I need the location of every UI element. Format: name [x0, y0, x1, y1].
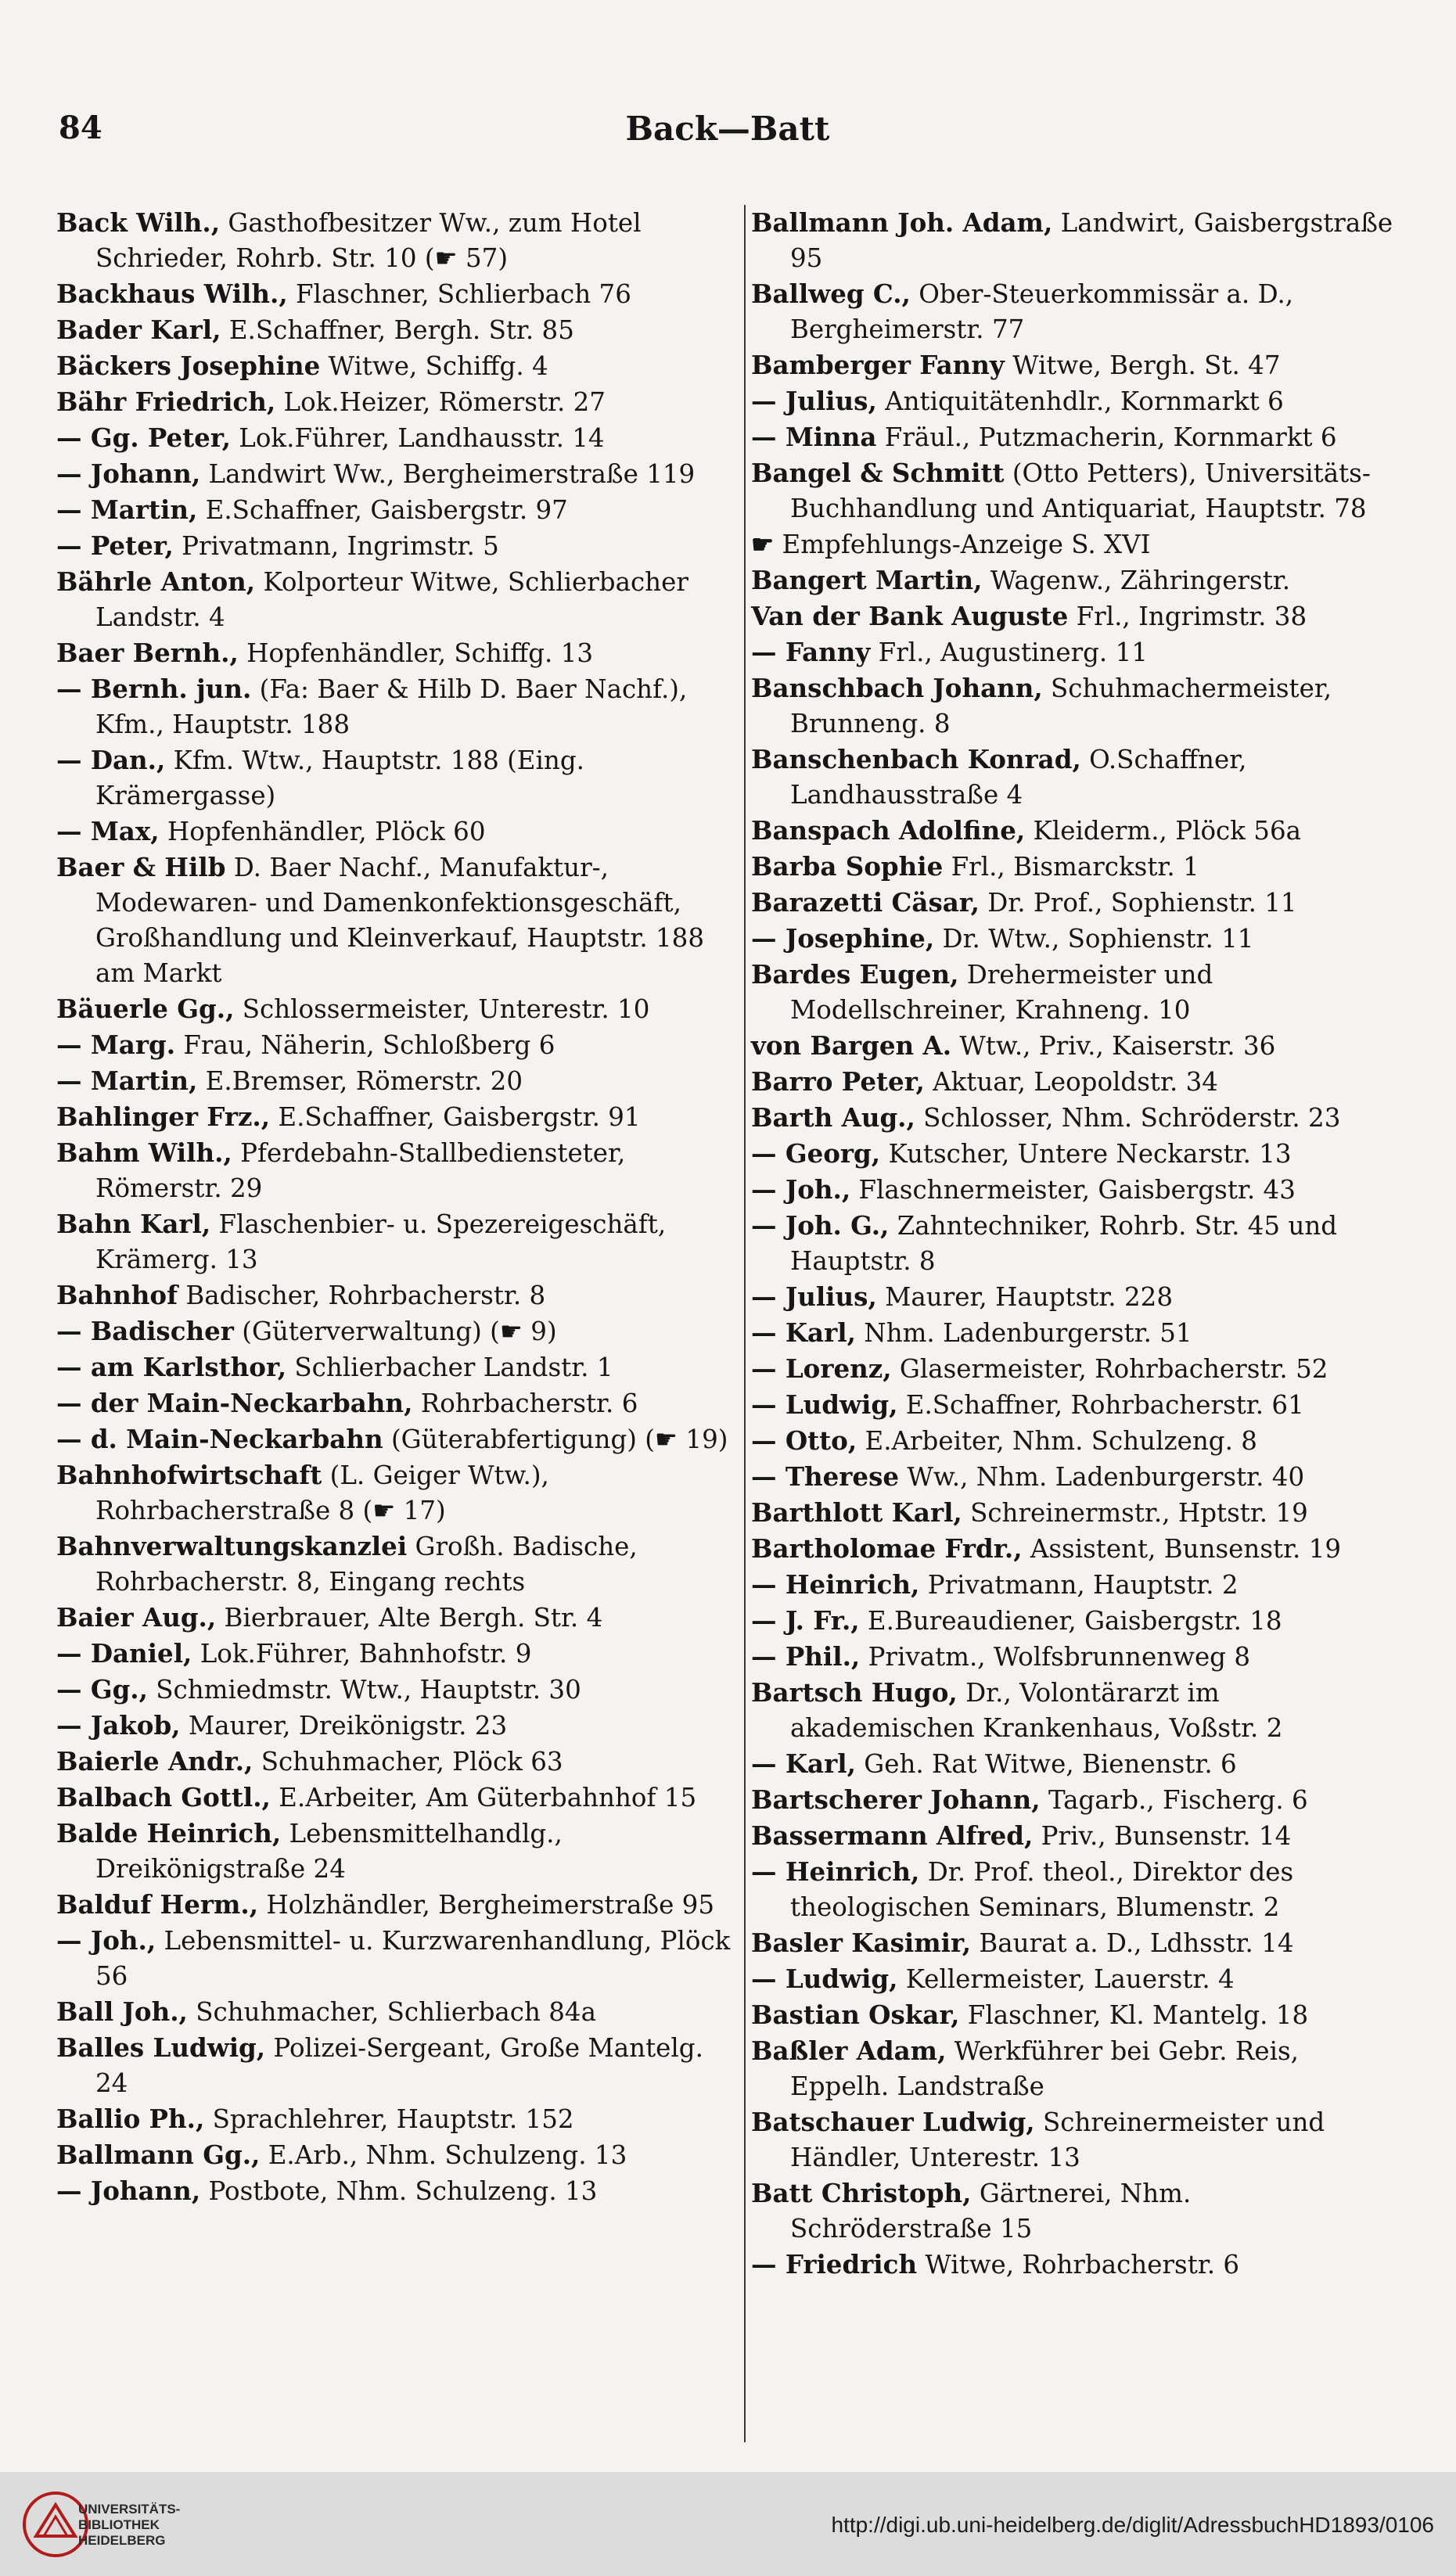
- entry-details: Wagenw., Zähringerstr.: [990, 566, 1291, 595]
- entry-details: E.Schaffner, Bergh. Str. 85: [228, 315, 574, 345]
- entry-details: Landwirt, Gaisbergstraße 95: [790, 208, 1393, 273]
- directory-entry: [751, 1818, 1400, 1854]
- entry-name: Bastian Oskar,: [751, 1999, 960, 2030]
- directory-entry: [751, 598, 1400, 634]
- entry-details: Dr., Volontärarzt im akademischen Krankenhaus, Voßstr. 2: [790, 1678, 1283, 1743]
- entry-name: Bäuerle Gg.,: [56, 993, 235, 1024]
- directory-entry: [56, 1457, 739, 1529]
- library-name-line: BIBLIOTHEK: [78, 2517, 160, 2532]
- entry-name: Barazetti Cäsar,: [751, 887, 980, 918]
- entry-name: — Bernh. jun.: [56, 674, 252, 704]
- directory-entry: [751, 1531, 1400, 1567]
- entry-name: — Lorenz,: [751, 1353, 892, 1384]
- entry-details: Kellermeister, Lauerstr. 4: [905, 1964, 1235, 1994]
- column-divider: [744, 205, 746, 2442]
- entry-details: Schuhmachermeister, Brunneng. 8: [790, 674, 1332, 738]
- directory-entry: [751, 813, 1400, 849]
- directory-entry: [56, 1027, 739, 1063]
- directory-entry: [56, 2101, 739, 2137]
- entry-details: Antiquitätenhdlr., Kornmarkt 6: [885, 386, 1284, 416]
- entry-details: Witwe, Rohrbacherstr. 6: [925, 2250, 1240, 2280]
- entry-name: — Karl,: [751, 1317, 856, 1348]
- directory-entry: [751, 1495, 1400, 1531]
- entry-details: Schlossermeister, Unterestr. 10: [242, 994, 650, 1024]
- directory-entry: [751, 2104, 1400, 2175]
- entry-details: Hopfenhändler, Schiffg. 13: [246, 638, 594, 668]
- entry-details: D. Baer Nachf., Manufaktur-, Modewaren- und Damenkonfektionsgeschäft, Großhandlung und Kleinverkauf, Hauptstr. 188 am Markt: [95, 853, 705, 988]
- entry-details: Hopfenhändler, Plöck 60: [167, 817, 486, 846]
- left-column: [56, 205, 739, 2209]
- directory-entry: [751, 383, 1400, 419]
- entry-name: Backhaus Wilh.,: [56, 278, 288, 309]
- directory-entry: [56, 456, 739, 492]
- entry-details: Holzhändler, Bergheimerstraße 95: [266, 1890, 715, 1920]
- directory-entry: [56, 1744, 739, 1780]
- entry-name: — Heinrich,: [751, 1856, 920, 1887]
- entry-details: Großh. Badische, Rohrbacherstr. 8, Eingang rechts: [95, 1532, 638, 1597]
- entry-name: — Joh. G.,: [751, 1210, 890, 1241]
- directory-entry: [751, 562, 1400, 598]
- entry-name: ☛: [751, 529, 775, 559]
- entry-name: Bardes Eugen,: [751, 959, 959, 990]
- entry-details: Nhm. Ladenburgerstr. 51: [864, 1318, 1192, 1348]
- directory-entry: [56, 1349, 739, 1385]
- entry-details: Ober-Steuerkommissär a. D., Bergheimerstr. 77: [790, 279, 1294, 344]
- entry-details: Badischer, Rohrbacherstr. 8: [185, 1281, 546, 1310]
- entry-details: Glasermeister, Rohrbacherstr. 52: [899, 1354, 1328, 1384]
- entry-details: E.Arbeiter, Am Güterbahnhof 15: [279, 1783, 697, 1813]
- directory-entry: [56, 1135, 739, 1206]
- entry-name: — Peter,: [56, 530, 174, 561]
- directory-entry: [751, 419, 1400, 455]
- entry-name: Bahnhofwirtschaft: [56, 1460, 322, 1490]
- entry-details: Flaschnermeister, Gaisbergstr. 43: [858, 1175, 1296, 1205]
- directory-entry: [56, 1600, 739, 1636]
- entry-details: Frl., Ingrimstr. 38: [1076, 602, 1307, 631]
- entry-details: Frau, Näherin, Schloßberg 6: [183, 1030, 555, 1060]
- entry-details: Geh. Rat Witwe, Bienenstr. 6: [864, 1749, 1237, 1779]
- directory-entry: [751, 1746, 1400, 1782]
- entry-name: — Gg. Peter,: [56, 422, 231, 453]
- entry-name: Bangert Martin,: [751, 565, 983, 595]
- entry-details: Maurer, Dreikönigstr. 23: [188, 1711, 508, 1741]
- entry-details: Gasthofbesitzer Ww., zum Hotel Schrieder, Rohrb. Str. 10 (☛ 57): [95, 208, 642, 273]
- entry-details: Werkführer bei Gebr. Reis, Eppelh. Landstraße: [790, 2036, 1299, 2101]
- entry-name: — Friedrich: [751, 2249, 918, 2280]
- directory-entry: [751, 1997, 1400, 2033]
- directory-entry: [751, 1136, 1400, 1172]
- entry-details: E.Bureaudiener, Gaisbergstr. 18: [867, 1606, 1282, 1636]
- entry-details: Dr. Wtw., Sophienstr. 11: [942, 924, 1254, 954]
- directory-entry: [751, 885, 1400, 921]
- entry-details: Schlierbacher Landstr. 1: [294, 1353, 613, 1382]
- entry-name: — am Karlsthor,: [56, 1352, 287, 1382]
- directory-entry: [56, 1529, 739, 1600]
- directory-entry: [56, 991, 739, 1027]
- entry-name: Barth Aug.,: [751, 1102, 915, 1133]
- directory-entry: [751, 1854, 1400, 1925]
- source-url[interactable]: http://digi.ub.uni-heidelberg.de/diglit/AdressbuchHD1893/0106: [831, 2513, 1434, 2537]
- entry-name: — Ludwig,: [751, 1963, 898, 1994]
- directory-entry: [56, 2137, 739, 2173]
- directory-entry: [56, 1206, 739, 1277]
- directory-entry: [56, 1421, 739, 1457]
- page-number: 84: [59, 110, 102, 146]
- directory-entry: [56, 850, 739, 991]
- directory-entry: [56, 1780, 739, 1816]
- directory-entry: [751, 1387, 1400, 1423]
- entry-details: Flaschenbier- u. Spezereigeschäft, Krämerg. 13: [95, 1209, 667, 1274]
- entry-details: O.Schaffner, Landhausstraße 4: [790, 745, 1247, 810]
- running-title: Back—Batt: [625, 110, 830, 148]
- entry-details: Empfehlungs-Anzeige S. XVI: [782, 530, 1151, 559]
- entry-name: — Martin,: [56, 1065, 198, 1096]
- entry-name: — Jakob,: [56, 1710, 181, 1741]
- directory-entry: [751, 1100, 1400, 1136]
- entry-name: Bamberger Fanny: [751, 350, 1005, 380]
- entry-name: Bahlinger Frz.,: [56, 1101, 271, 1132]
- entry-details: Bierbrauer, Alte Bergh. Str. 4: [224, 1603, 603, 1633]
- entry-name: Batschauer Ludwig,: [751, 2107, 1035, 2137]
- entry-name: — d. Main-Neckarbahn: [56, 1424, 383, 1454]
- entry-name: Bahn Karl,: [56, 1209, 211, 1239]
- directory-entry: [56, 348, 739, 384]
- directory-entry: [56, 276, 739, 312]
- directory-entry: [751, 849, 1400, 885]
- directory-entry: [751, 455, 1400, 526]
- entry-details: Kleiderm., Plöck 56a: [1033, 816, 1302, 846]
- entry-name: Barba Sophie: [751, 851, 944, 882]
- directory-entry: [56, 2030, 739, 2101]
- directory-entry: [751, 921, 1400, 957]
- directory-entry: [751, 957, 1400, 1028]
- entry-details: (Fa: Baer & Hilb D. Baer Nachf.), Kfm., Hauptstr. 188: [95, 674, 688, 739]
- directory-entry: [56, 205, 739, 276]
- entry-name: — Heinrich,: [751, 1569, 920, 1600]
- directory-entry: [56, 1923, 739, 1994]
- entry-details: Fräul., Putzmacherin, Kornmarkt 6: [884, 422, 1337, 452]
- entry-name: — Phil.,: [751, 1641, 861, 1672]
- footer-bar: [0, 2472, 1456, 2576]
- directory-entry: [751, 1961, 1400, 1997]
- directory-entry: [56, 1816, 739, 1887]
- entry-details: Pferdebahn-Stallbediensteter, Römerstr. 29: [95, 1138, 626, 1203]
- entry-details: Assistent, Bunsenstr. 19: [1030, 1534, 1342, 1564]
- directory-entry: [751, 1351, 1400, 1387]
- entry-name: — der Main-Neckarbahn,: [56, 1388, 413, 1418]
- entry-name: Ballmann Joh. Adam,: [751, 207, 1053, 238]
- entry-details: (Otto Petters), Universitäts-Buchhandlung und Antiquariat, Hauptstr. 78: [790, 458, 1371, 523]
- directory-entry: [56, 1672, 739, 1708]
- entry-details: Aktuar, Leopoldstr. 34: [933, 1067, 1218, 1097]
- entry-name: Baer & Hilb: [56, 852, 226, 882]
- directory-entry: [751, 526, 1400, 562]
- entry-name: Bähr Friedrich,: [56, 386, 276, 417]
- directory-entry: [751, 276, 1400, 347]
- entry-name: Batt Christoph,: [751, 2178, 972, 2208]
- entry-details: Privatmann, Hauptstr. 2: [927, 1570, 1238, 1600]
- entry-name: — Dan.,: [56, 745, 166, 775]
- directory-entry: [56, 492, 739, 528]
- directory-entry: [751, 1567, 1400, 1603]
- entry-details: Priv., Bunsenstr. 14: [1041, 1821, 1292, 1851]
- entry-details: Lebensmittel- u. Kurzwarenhandlung, Plöck 56: [95, 1926, 731, 1991]
- entry-name: — Therese: [751, 1461, 900, 1492]
- entry-name: Bahnverwaltungskanzlei: [56, 1531, 408, 1561]
- entry-details: E.Bremser, Römerstr. 20: [205, 1066, 523, 1096]
- directory-entry: [56, 420, 739, 456]
- directory-entry: [751, 1925, 1400, 1961]
- entry-details: Rohrbacherstr. 6: [420, 1389, 638, 1418]
- directory-entry: [751, 742, 1400, 813]
- entry-name: Bährle Anton,: [56, 566, 256, 597]
- directory-entry: [751, 1459, 1400, 1495]
- directory-entry: [751, 205, 1400, 276]
- entry-name: Baßler Adam,: [751, 2035, 947, 2066]
- entry-details: Dr. Prof., Sophienstr. 11: [987, 888, 1297, 918]
- entry-details: Drehermeister und Modellschreiner, Krahneng. 10: [790, 960, 1213, 1025]
- entry-name: Ball Joh.,: [56, 1996, 188, 2027]
- directory-entry: [56, 742, 739, 814]
- entry-name: — Daniel,: [56, 1638, 192, 1669]
- entry-name: — Minna: [751, 422, 877, 452]
- entry-details: Schreinermstr., Hptstr. 19: [970, 1498, 1308, 1528]
- entry-name: — Georg,: [751, 1138, 881, 1169]
- entry-name: Baier Aug.,: [56, 1602, 217, 1633]
- entry-name: Bassermann Alfred,: [751, 1820, 1034, 1851]
- directory-entry: [56, 814, 739, 850]
- directory-entry: [56, 1313, 739, 1349]
- entry-name: — Joh.,: [751, 1174, 851, 1205]
- entry-name: — Badischer: [56, 1316, 234, 1346]
- entry-name: — Joh.,: [56, 1925, 156, 1956]
- entry-name: — Julius,: [751, 1281, 877, 1312]
- entry-details: Maurer, Hauptstr. 228: [885, 1282, 1174, 1312]
- entry-name: Bartscherer Johann,: [751, 1784, 1041, 1815]
- entry-name: Bangel & Schmitt: [751, 458, 1005, 488]
- entry-details: E.Schaffner, Gaisbergstr. 91: [278, 1102, 641, 1132]
- entry-details: Kolporteur Witwe, Schlierbacher Landstr. 4: [95, 567, 688, 632]
- directory-entry: [56, 2173, 739, 2209]
- entry-name: Ballweg C.,: [751, 278, 911, 309]
- right-column: [751, 205, 1400, 2283]
- directory-entry: [751, 1315, 1400, 1351]
- entry-name: Bader Karl,: [56, 314, 221, 345]
- directory-entry: [751, 1782, 1400, 1818]
- entry-details: Schlosser, Nhm. Schröderstr. 23: [923, 1103, 1341, 1133]
- entry-name: — Johann,: [56, 2175, 201, 2206]
- directory-entry: [56, 312, 739, 348]
- entry-details: Schmiedmstr. Wtw., Hauptstr. 30: [156, 1675, 581, 1705]
- directory-entry: [751, 347, 1400, 383]
- directory-entry: [56, 1994, 739, 2030]
- entry-details: Schreinermeister und Händler, Unterestr. 13: [790, 2107, 1325, 2172]
- directory-entry: [56, 1277, 739, 1313]
- entry-details: Lebensmittelhandlg., Dreikönigstraße 24: [95, 1819, 563, 1884]
- entry-details: (Güterabfertigung) (☛ 19): [390, 1425, 728, 1454]
- directory-entry: [751, 1028, 1400, 1064]
- entry-details: Privatm., Wolfsbrunnenweg 8: [868, 1642, 1250, 1672]
- entry-name: Banschenbach Konrad,: [751, 744, 1081, 774]
- entry-name: Barro Peter,: [751, 1066, 925, 1097]
- entry-details: Frl., Bismarckstr. 1: [951, 852, 1199, 882]
- directory-entry: [56, 1887, 739, 1923]
- entry-details: Privatmann, Ingrimstr. 5: [182, 531, 499, 561]
- entry-details: Wtw., Priv., Kaiserstr. 36: [959, 1031, 1276, 1061]
- entry-name: — Karl,: [751, 1748, 856, 1779]
- directory-entry: [56, 1385, 739, 1421]
- entry-details: E.Arb., Nhm. Schulzeng. 13: [268, 2140, 627, 2170]
- entry-details: Schuhmacher, Schlierbach 84a: [196, 1997, 596, 2027]
- directory-entry: [751, 2247, 1400, 2283]
- entry-details: Zahntechniker, Rohrb. Str. 45 und Hauptstr. 8: [790, 1211, 1338, 1276]
- entry-details: E.Schaffner, Rohrbacherstr. 61: [905, 1390, 1304, 1420]
- entry-name: — Martin,: [56, 494, 198, 525]
- directory-entry: [751, 1675, 1400, 1746]
- entry-name: Bäckers Josephine: [56, 350, 321, 381]
- entry-name: — J. Fr.,: [751, 1605, 860, 1636]
- directory-entry: [56, 1636, 739, 1672]
- library-name: [78, 2502, 180, 2549]
- entry-details: E.Schaffner, Gaisbergstr. 97: [205, 495, 568, 525]
- entry-name: — Johann,: [56, 458, 201, 489]
- directory-entry: [56, 384, 739, 420]
- entry-name: Ballmann Gg.,: [56, 2139, 261, 2170]
- entry-name: Balde Heinrich,: [56, 1818, 282, 1848]
- entry-details: Schuhmacher, Plöck 63: [261, 1747, 563, 1777]
- directory-entry: [751, 634, 1400, 670]
- directory-entry: [751, 1639, 1400, 1675]
- directory-entry: [751, 1603, 1400, 1639]
- entry-name: — Otto,: [751, 1425, 857, 1456]
- entry-details: Landwirt Ww., Bergheimerstraße 119: [208, 459, 696, 489]
- entry-name: Banschbach Johann,: [751, 673, 1043, 703]
- directory-entry: [56, 1708, 739, 1744]
- library-name-line: UNIVERSITÄTS-: [78, 2502, 181, 2517]
- entry-name: — Julius,: [751, 386, 877, 416]
- entry-name: — Marg.: [56, 1029, 176, 1060]
- directory-entry: [751, 1208, 1400, 1279]
- entry-name: Baierle Andr.,: [56, 1746, 253, 1777]
- directory-entry: [56, 528, 739, 564]
- entry-details: Lok.Führer, Bahnhofstr. 9: [200, 1639, 532, 1669]
- directory-entry: [56, 1099, 739, 1135]
- entry-name: von Bargen A.: [751, 1030, 952, 1061]
- entry-name: Baer Bernh.,: [56, 638, 239, 668]
- directory-entry: [751, 1172, 1400, 1208]
- directory-entry: [751, 1423, 1400, 1459]
- entry-name: — Ludwig,: [751, 1389, 898, 1420]
- entry-name: — Gg.,: [56, 1674, 148, 1705]
- entry-details: Sprachlehrer, Hauptstr. 152: [212, 2104, 574, 2134]
- library-name-line: HEIDELBERG: [78, 2533, 166, 2548]
- page-header: [59, 110, 1397, 156]
- entry-name: Bartholomae Frdr.,: [751, 1533, 1023, 1564]
- entry-name: Ballio Ph.,: [56, 2104, 205, 2134]
- entry-name: Basler Kasimir,: [751, 1928, 972, 1958]
- entry-details: E.Arbeiter, Nhm. Schulzeng. 8: [865, 1426, 1257, 1456]
- entry-name: Bahnhof: [56, 1280, 178, 1310]
- entry-details: Dr. Prof. theol., Direktor des theologischen Seminars, Blumenstr. 2: [790, 1857, 1294, 1922]
- directory-entry: [56, 564, 739, 635]
- entry-details: Witwe, Bergh. St. 47: [1012, 350, 1281, 380]
- entry-name: Bahm Wilh.,: [56, 1137, 232, 1168]
- directory-entry: [751, 1064, 1400, 1100]
- entry-details: Baurat a. D., Ldhsstr. 14: [979, 1928, 1294, 1958]
- entry-name: Van der Bank Auguste: [751, 601, 1069, 631]
- directory-entry: [751, 2175, 1400, 2247]
- entry-details: Kutscher, Untere Neckarstr. 13: [888, 1139, 1292, 1169]
- directory-entry: [56, 635, 739, 671]
- entry-name: Barthlott Karl,: [751, 1497, 962, 1528]
- entry-details: (L. Geiger Wtw.), Rohrbacherstraße 8 (☛ 17): [95, 1460, 549, 1525]
- entry-details: Gärtnerei, Nhm. Schröderstraße 15: [790, 2179, 1192, 2244]
- entry-name: Banspach Adolfine,: [751, 815, 1026, 846]
- entry-name: Bartsch Hugo,: [751, 1677, 958, 1708]
- entry-details: Flaschner, Schlierbach 76: [296, 279, 631, 309]
- entry-name: — Josephine,: [751, 923, 935, 954]
- entry-details: Frl., Augustinerg. 11: [878, 638, 1148, 667]
- entry-details: (Güterverwaltung) (☛ 9): [242, 1317, 557, 1346]
- directory-entry: [751, 2033, 1400, 2104]
- entry-name: Balduf Herm.,: [56, 1889, 259, 1920]
- entry-name: Balles Ludwig,: [56, 2032, 266, 2063]
- entry-details: Lok.Führer, Landhausstr. 14: [239, 423, 605, 453]
- entry-name: — Max,: [56, 816, 160, 846]
- entry-details: Polizei-Sergeant, Große Mantelg. 24: [95, 2033, 703, 2098]
- entry-details: Flaschner, Kl. Mantelg. 18: [967, 2000, 1309, 2030]
- entry-name: Back Wilh.,: [56, 207, 221, 238]
- entry-details: Ww., Nhm. Ladenburgerstr. 40: [907, 1462, 1305, 1492]
- directory-entry: [751, 670, 1400, 742]
- directory-entry: [751, 1279, 1400, 1315]
- entry-details: Tagarb., Fischerg. 6: [1048, 1785, 1308, 1815]
- entry-details: Kfm. Wtw., Hauptstr. 188 (Eing. Krämergasse): [95, 745, 584, 810]
- entry-details: Lok.Heizer, Römerstr. 27: [283, 387, 606, 417]
- entry-name: Balbach Gottl.,: [56, 1782, 271, 1813]
- entry-details: Witwe, Schiffg. 4: [328, 351, 548, 381]
- entry-name: — Fanny: [751, 637, 871, 667]
- directory-entry: [56, 1063, 739, 1099]
- directory-entry: [56, 671, 739, 742]
- entry-details: Postbote, Nhm. Schulzeng. 13: [208, 2176, 598, 2206]
